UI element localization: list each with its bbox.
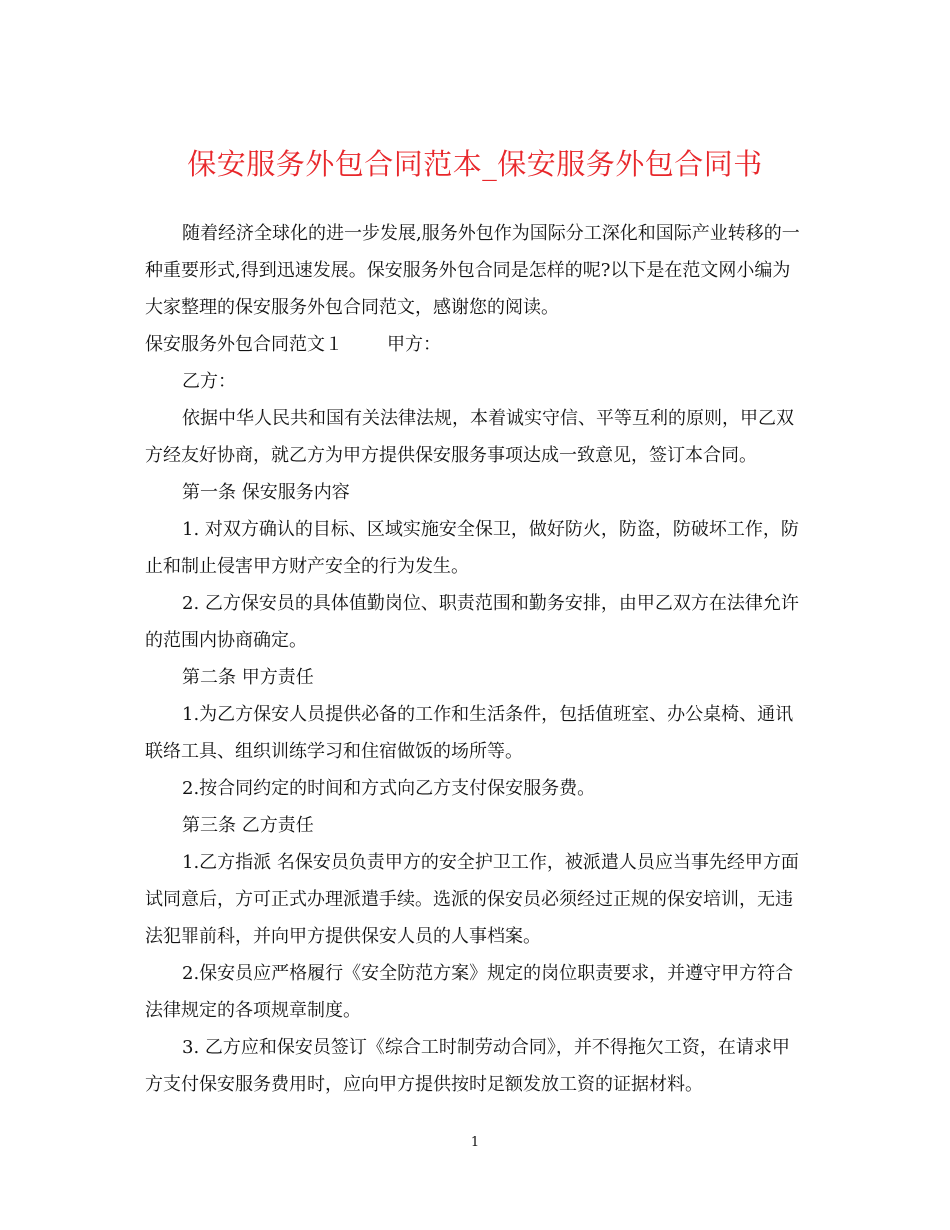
article-2-item-2: 2.按合同约定的时间和方式向乙方支付保安服务费。: [182, 778, 596, 799]
page-number: 1: [470, 1135, 480, 1150]
intro-paragraph: 随着经济全球化的进一步发展,服务外包作为国际分工深化和国际产业转移的一种重要形式,得到迅速发展。保安服务外包合同是怎样的呢?以下是在范文网小编为大家整理的保安服务外包合同范文，感谢您的阅读。: [145, 223, 800, 318]
sample-heading-line: [145, 326, 805, 363]
party-b-label: 乙方：: [182, 371, 236, 392]
sample-heading: 保安服务外包合同范文１: [145, 334, 343, 355]
article-3-item-1: 1.乙方指派 名保安员负责甲方的安全护卫工作，被派遣人员应当事先经甲方面试同意后，方可正式办理派遣手续。选派的保安员必须经过正规的保安培训，无违法犯罪前科，并向甲方提供保安人员的人事档案。: [145, 852, 799, 947]
preamble-paragraph: 依据中华人民共和国有关法律法规，本着诚实守信、平等互利的原则，甲乙双方经友好协商，就乙方为甲方提供保安服务事项达成一致意见，签订本合同。: [145, 408, 794, 466]
article-3-item-3: 3. 乙方应和保安员签订《综合工时制劳动合同》，并不得拖欠工资，在请求甲方支付保安服务费用时，应向甲方提供按时足额发放工资的证据材料。: [145, 1037, 790, 1095]
article-2-heading: 第二条 甲方责任: [182, 667, 314, 688]
article-2-item-1: 1.为乙方保安人员提供必备的工作和生活条件，包括值班室、办公桌椅、通讯联络工具、组织训练学习和住宿做饭的场所等。: [145, 704, 794, 762]
article-3-heading: 第三条 乙方责任: [182, 815, 314, 836]
document-title: 保安服务外包合同范本_保安服务外包合同书: [187, 147, 763, 181]
article-1-heading: 第一条 保安服务内容: [182, 482, 350, 503]
document-body: [145, 215, 805, 1103]
article-1-item-2: 2. 乙方保安员的具体值勤岗位、职责范围和勤务安排，由甲乙双方在法律允许的范围内协商确定。: [145, 593, 799, 651]
party-a-label: 甲方：: [387, 334, 441, 355]
article-1-item-1: 1. 对双方确认的目标、区域实施安全保卫，做好防火，防盗，防破坏工作，防止和制止侵害甲方财产安全的行为发生。: [145, 519, 799, 577]
article-3-item-2: 2.保安员应严格履行《安全防范方案》规定的岗位职责要求，并遵守甲方符合法律规定的各项规章制度。: [145, 963, 794, 1021]
